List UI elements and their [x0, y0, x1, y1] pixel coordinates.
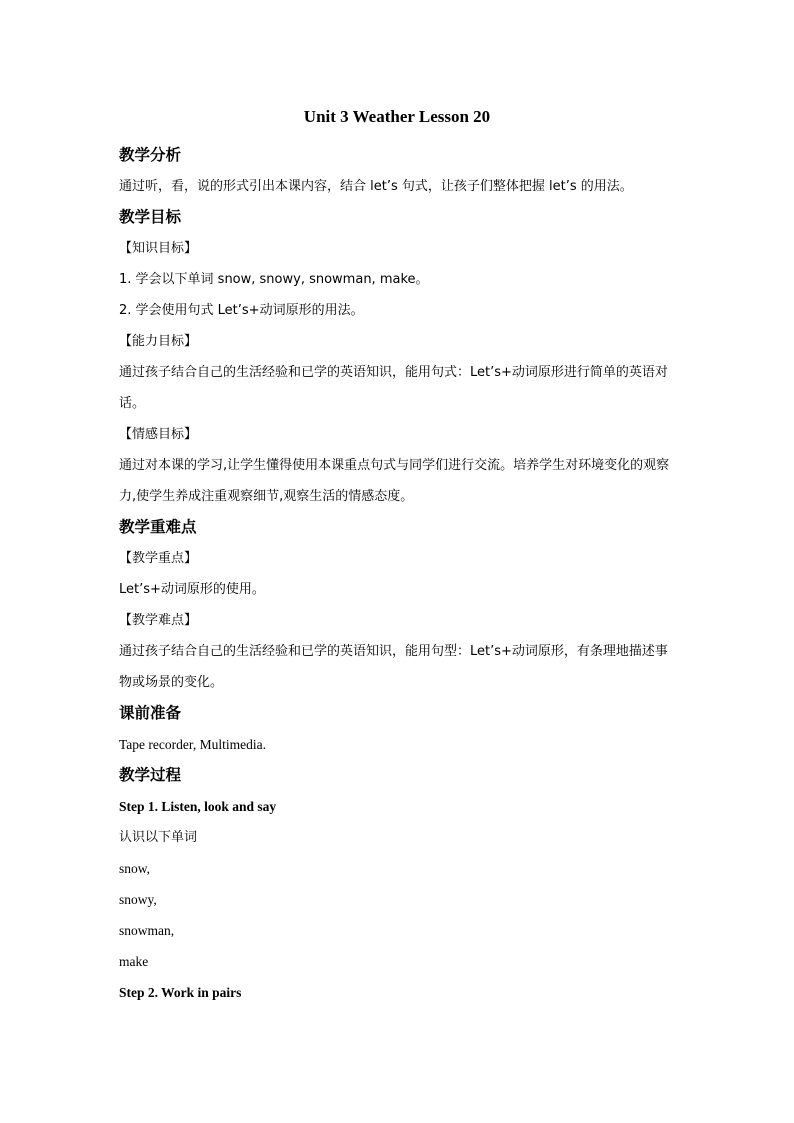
- preparation-text: Tape recorder, Multimedia.: [119, 737, 266, 752]
- vocabulary-word: snow,: [119, 861, 151, 876]
- emotion-paragraph: 通过对本课的学习,让学生懂得使用本课重点句式与同学们进行交流。培养学生对环境变化的观察力,使学生养成注重观察细节,观察生活的情感态度。: [119, 458, 670, 504]
- vocabulary-word: make: [119, 954, 149, 969]
- section-heading-process: 教学过程: [119, 766, 182, 784]
- section-heading-preparation: 课前准备: [119, 704, 182, 722]
- section-heading-goals: 教学目标: [119, 208, 182, 226]
- document-body: [119, 140, 679, 1008]
- step-2-heading: Step 2. Work in pairs: [119, 985, 242, 1000]
- ability-goal-label: 【能力目标】: [119, 334, 198, 349]
- vocabulary-word: snowman,: [119, 923, 175, 938]
- ability-paragraph: 通过孩子结合自己的生活经验和已学的英语知识，能用句式：Let’s+动词原形进行简单的英语对话。: [119, 365, 668, 411]
- emotion-goal-label: 【情感目标】: [119, 427, 198, 442]
- difficulty-paragraph: 通过孩子结合自己的生活经验和已学的英语知识，能用句型：Let’s+动词原形，有条理地描述事物或场景的变化。: [119, 644, 668, 690]
- section-heading-analysis: 教学分析: [119, 146, 182, 164]
- key-point-paragraph: Let’s+动词原形的使用。: [119, 582, 265, 597]
- knowledge-goal-label: 【知识目标】: [119, 241, 198, 256]
- step-1-intro: 认识以下单词: [119, 830, 198, 845]
- knowledge-item: 1. 学会以下单词 snow, snowy, snowman, make。: [119, 272, 429, 287]
- section-heading-key-points: 教学重难点: [119, 518, 197, 536]
- knowledge-item: 2. 学会使用句式 Let’s+动词原形的用法。: [119, 303, 364, 318]
- step-1-heading: Step 1. Listen, look and say: [119, 799, 277, 814]
- analysis-paragraph: 通过听，看，说的形式引出本课内容，结合 let’s 句式，让孩子们整体把握 let’s 的用法。: [119, 179, 633, 194]
- difficulty-label: 【教学难点】: [119, 613, 198, 628]
- key-point-label: 【教学重点】: [119, 551, 198, 566]
- vocabulary-word: snowy,: [119, 892, 157, 907]
- document-title: Unit 3 Weather Lesson 20: [303, 107, 491, 126]
